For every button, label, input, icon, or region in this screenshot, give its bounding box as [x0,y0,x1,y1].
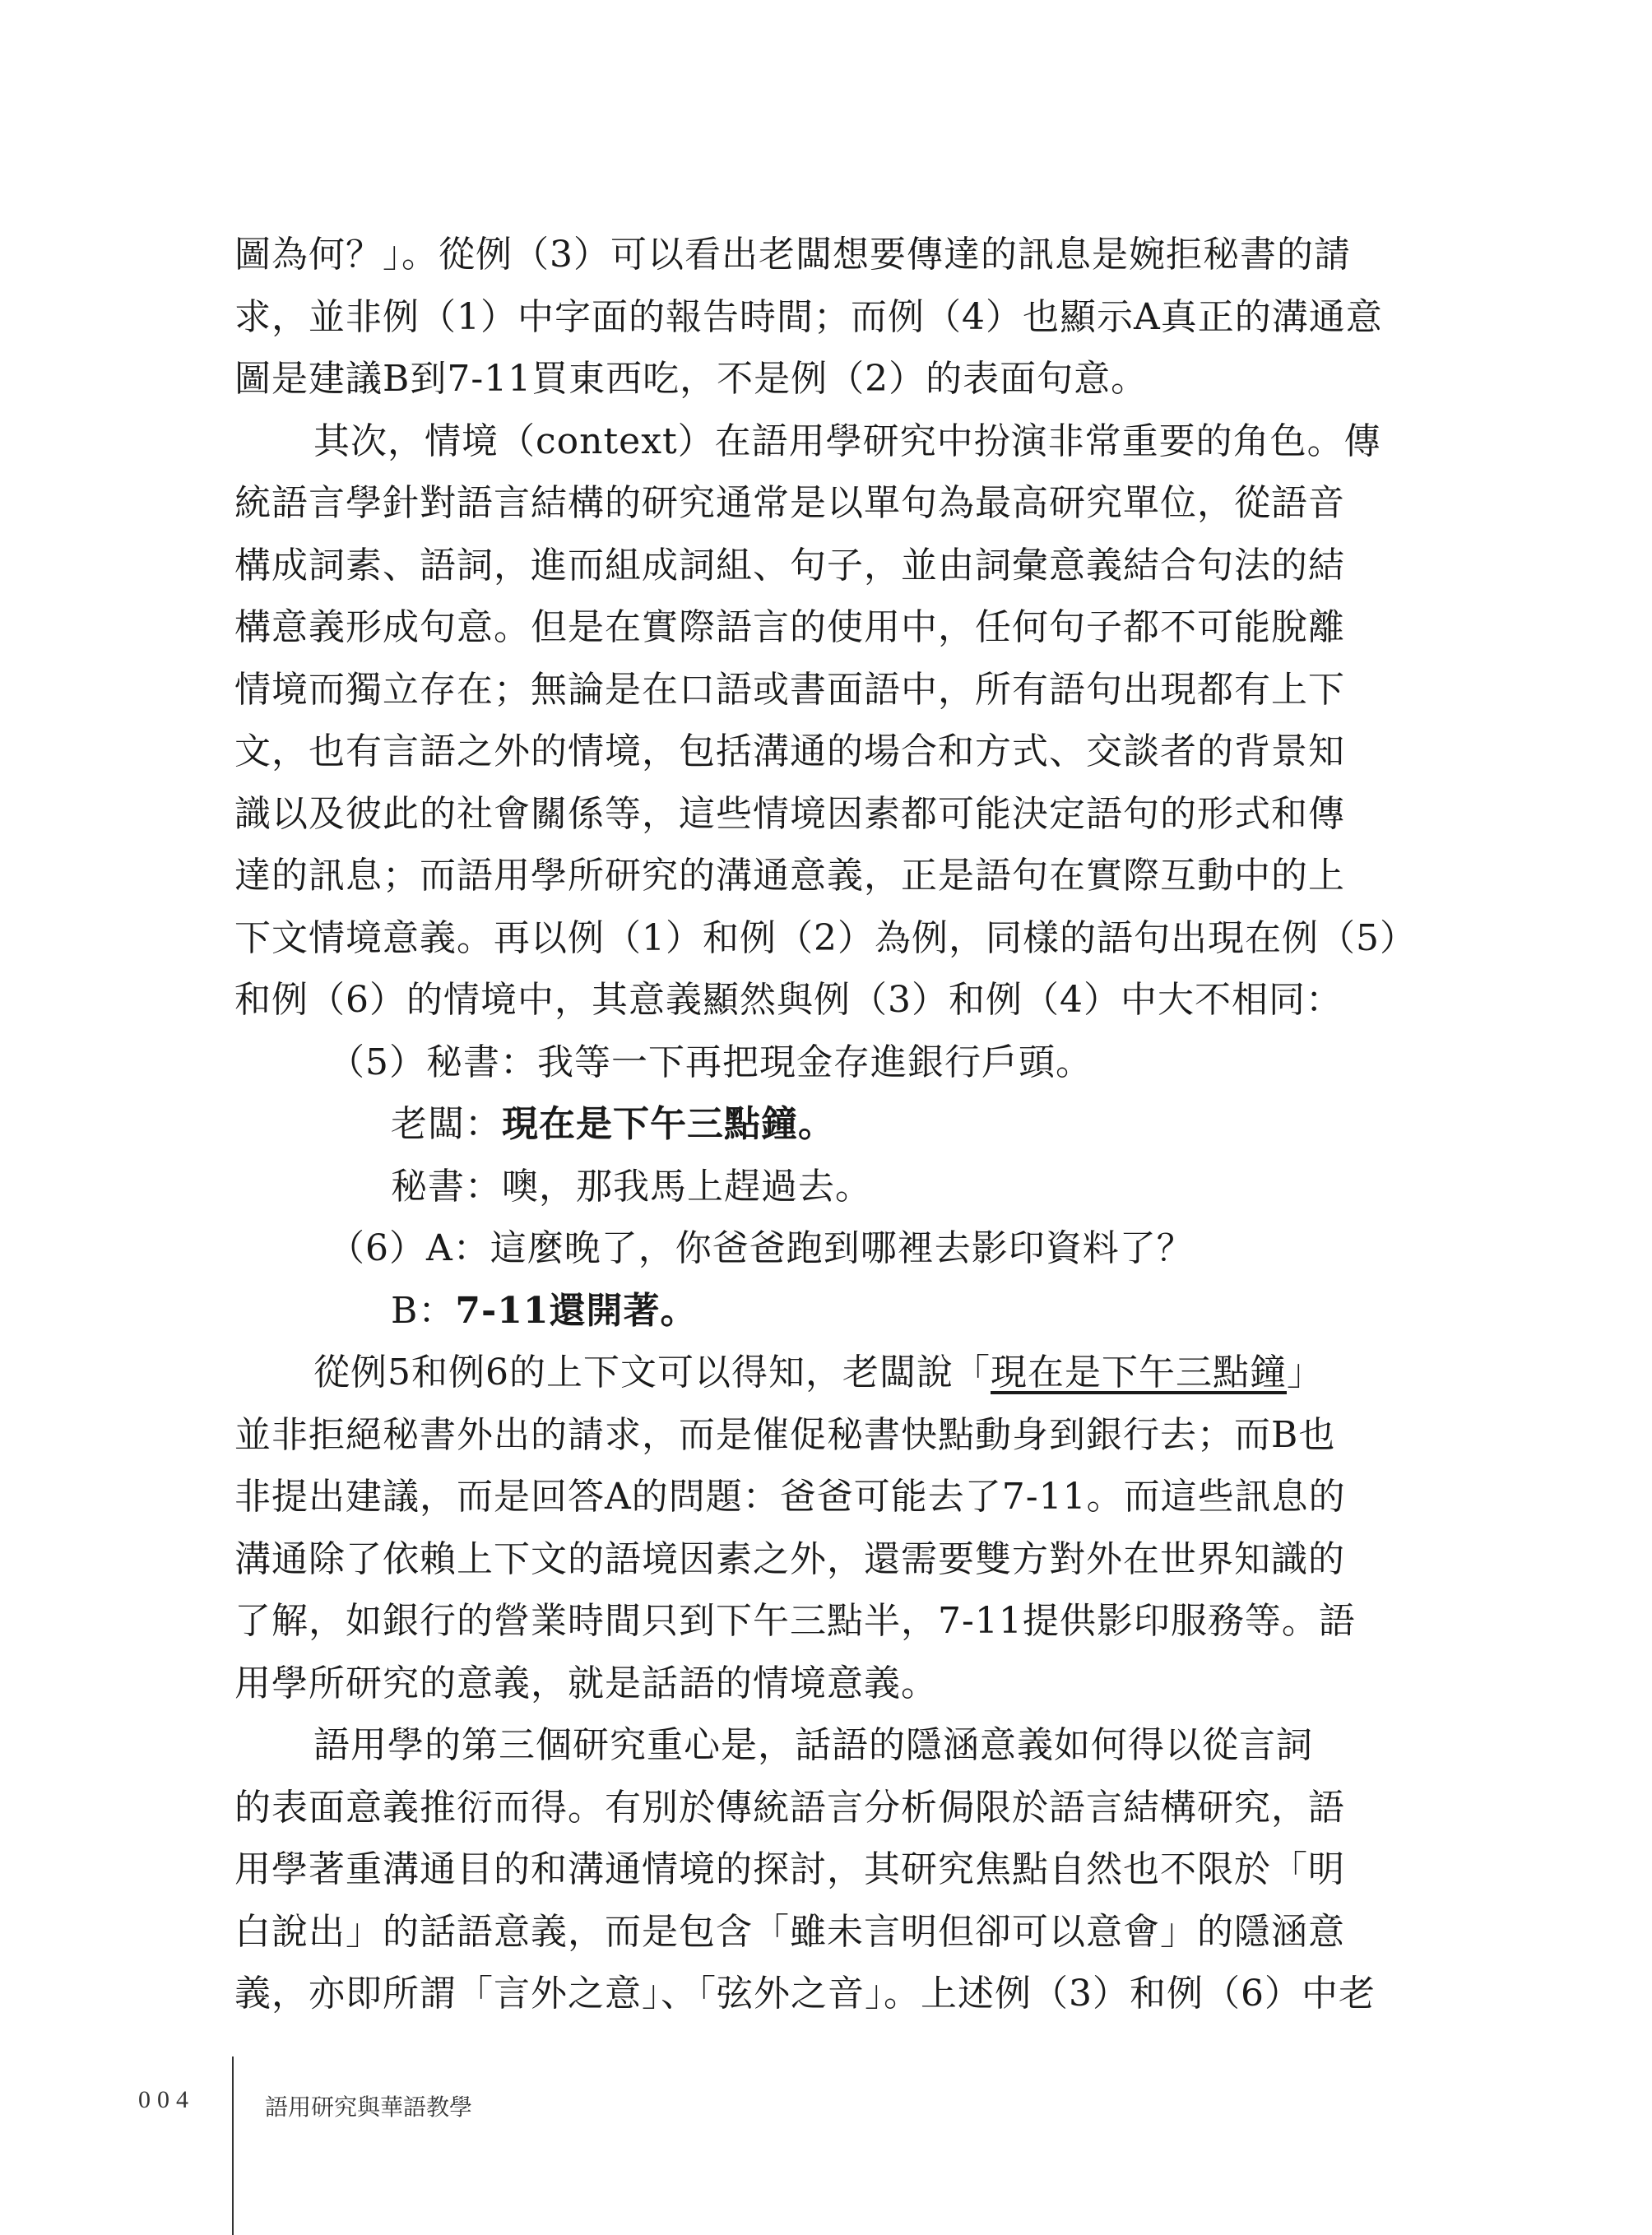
body-line: 並非拒絕秘書外出的請求，而是催促秘書快點動身到銀行去；而B也 [234,1413,1336,1456]
example-5-line: （5）秘書：我等一下再把現金存進銀行戶頭。 [328,1041,1093,1083]
body-line [234,1342,1419,1404]
body-line: 和例（6）的情境中，其意義顯然與例（3）和例（4）中大不相同： [234,979,1343,1021]
example-6-line [234,1280,1419,1342]
body-line: 用學所研究的意義，就是話語的情境意義。 [234,1662,938,1704]
example-5-line [234,1093,1419,1156]
body-line: 非提出建議，而是回答A的問題：爸爸可能去了7-11。而這些訊息的 [234,1476,1346,1518]
body-line: 構成詞素、語詞，進而組成詞組、句子，並由詞彙意義結合句法的結 [234,544,1345,587]
body-line: 下文情境意義。再以例（1）和例（2）為例，同樣的語句出現在例（5） [234,916,1417,959]
body-line: 義，亦即所謂「言外之意」、「弦外之音」。上述例（3）和例（6）中老 [234,1973,1376,2015]
page-body [234,224,1419,2025]
body-line: 圖為何？」。從例（3）可以看出老闆想要傳達的訊息是婉拒秘書的請 [234,234,1351,276]
body-line: 求，並非例（1）中字面的報告時間；而例（4）也顯示A真正的溝通意 [234,295,1383,338]
body-line: 白說出」的話語意義，而是包含「雖未言明但卻可以意會」的隱涵意 [234,1910,1345,1953]
body-line: 的表面意義推衍而得。有別於傳統語言分析侷限於語言結構研究，語 [234,1786,1345,1829]
text-run: 從例5和例6的上下文可以得知，老闆說「 [313,1352,991,1393]
running-title: 語用研究與華語教學 [265,2094,473,2121]
body-line: 識以及彼此的社會關係等，這些情境因素都可能決定語句的形式和傳 [234,792,1345,835]
footer-divider [232,2056,234,2235]
body-line: 了解，如銀行的營業時間只到下午三點半，7-11提供影印服務等。語 [234,1600,1356,1642]
body-line: 其次，情境（context）在語用學研究中扮演非常重要的角色。傳 [313,420,1381,462]
body-line: 語用學的第三個研究重心是，話語的隱涵意義如何得以從言詞 [313,1724,1313,1766]
example-utterance: 7-11還開著。 [455,1289,698,1332]
page-number: 004 [138,2086,195,2113]
example-6-line: （6）A：這麼晚了，你爸爸跑到哪裡去影印資料了？ [328,1227,1194,1269]
body-line: 情境而獨立存在；無論是在口語或書面語中，所有語句出現都有上下 [234,668,1345,711]
body-line: 構意義形成句意。但是在實際語言的使用中，任何句子都不可能脫離 [234,606,1345,648]
body-line: 圖是建議B到7-11買東西吃，不是例（2）的表面句意。 [234,358,1149,400]
text-run: 」 [1287,1352,1324,1393]
speaker-label: B： [391,1289,456,1332]
body-line: 統語言學針對語言結構的研究通常是以單句為最高研究單位，從語音 [234,482,1345,524]
speaker-label: 老闆： [391,1103,502,1145]
underlined-quote: 現在是下午三點鐘 [991,1352,1287,1393]
body-line: 溝通除了依賴上下文的語境因素之外，還需要雙方對外在世界知識的 [234,1537,1345,1580]
example-utterance: 現在是下午三點鐘。 [502,1103,835,1145]
body-line: 文，也有言語之外的情境，包括溝通的場合和方式、交談者的背景知 [234,730,1345,772]
body-line: 達的訊息；而語用學所研究的溝通意義，正是語句在實際互動中的上 [234,855,1345,897]
example-5-line: 秘書：噢，那我馬上趕過去。 [391,1165,872,1208]
body-line: 用學著重溝通目的和溝通情境的探討，其研究焦點自然也不限於「明 [234,1848,1345,1890]
